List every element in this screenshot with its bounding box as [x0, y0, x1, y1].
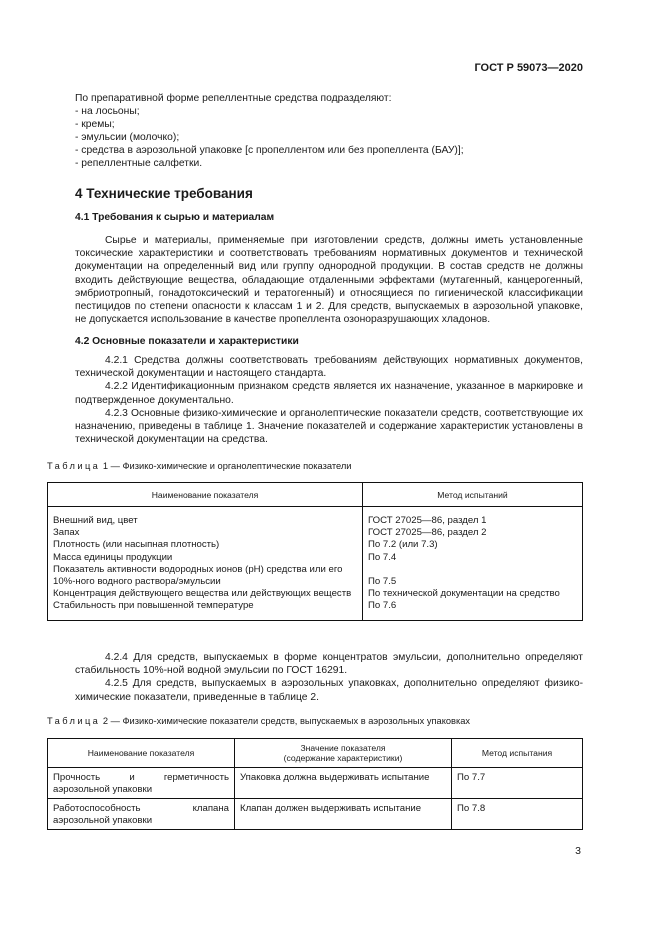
subsection-title-4-2: 4.2 Основные показатели и характеристики: [75, 336, 299, 347]
table-cell-name: Прочность и герметичность аэрозольной упаковки: [48, 768, 235, 799]
table-cell-name: Стабильность при повышенной температуре: [48, 600, 363, 620]
table-cell-method: По 7.4: [363, 552, 583, 564]
table-cell-name: Показатель активности водородных ионов (pH) средства или его 10%-ного водного раствора/эмульсии: [48, 564, 363, 588]
table-cell-name: Работоспособность клапана аэрозольной упаковки: [48, 799, 235, 830]
paragraph-4-1: [75, 234, 583, 326]
table-cell-value: Упаковка должна выдерживать испытание: [235, 768, 452, 799]
intro-lead: По препаративной форме репеллентные средства подразделяют:: [75, 93, 392, 104]
paragraph-4-2-4: 4.2.4 Для средств, выпускаемых в форме концентратов эмульсии, дополнительно определяют стабильность 10%-ной водной эмульсии по ГОСТ 16291.: [75, 652, 583, 677]
table1: [47, 482, 583, 621]
section-title: 4 Технические требования: [75, 186, 253, 201]
table-cell-method: По 7.6: [363, 600, 583, 620]
page-number: 3: [575, 845, 581, 857]
table-row: [48, 507, 583, 528]
table-row: [48, 799, 583, 830]
table-row: [48, 564, 583, 588]
table-row: [48, 527, 583, 539]
table-cell-method: По 7.8: [452, 799, 583, 830]
table-cell-method: По 7.5: [363, 564, 583, 588]
subsection-title-4-1: 4.1 Требования к сырью и материалам: [75, 212, 275, 223]
list-item: - кремы;: [75, 118, 585, 131]
paragraph-4-2-5: 4.2.5 Для средств, выпускаемых в аэрозольных упаковках, дополнительно определяют физико-химические показатели, приведенные в таблице 2.: [75, 678, 583, 703]
paragraph-4-2-3: 4.2.3 Основные физико-химические и органолептические показатели средств, соответствующие их назначению, приведены в таблице 1. Значение показателей и содержание характеристик установлены в технической документации на средства.: [75, 407, 583, 446]
paragraph-4-2-2: 4.2.2 Идентификационным признаком средств является их назначение, указанное в маркировке и подтвержденное документально.: [75, 381, 583, 406]
table-cell-method: По 7.2 (или 7.3): [363, 539, 583, 551]
doc-code: ГОСТ Р 59073—2020: [474, 62, 583, 74]
list-item: - на лосьоны;: [75, 105, 585, 118]
paragraph-4-2-1: 4.2.1 Средства должны соответствовать требованиям действующих нормативных документов, технической документации и настоящего стандарта.: [75, 355, 583, 380]
paragraphs-4-2-4-5: [75, 651, 583, 704]
list-item: - эмульсии (молочко);: [75, 131, 585, 144]
table1-header-name: Наименование показателя: [48, 483, 363, 507]
table1-caption-label: Таблица: [47, 461, 101, 471]
table-cell-value: Клапан должен выдерживать испытание: [235, 799, 452, 830]
table2-caption-label: Таблица: [47, 716, 101, 726]
table-cell-method: По 7.7: [452, 768, 583, 799]
paragraphs-4-2: [75, 354, 583, 446]
table2-header-value-line2: (содержание характеристики): [283, 753, 403, 763]
table-cell-method: ГОСТ 27025—86, раздел 2: [363, 527, 583, 539]
table-cell-name: Концентрация действующего вещества или действующих веществ: [48, 588, 363, 600]
table-cell-name: Внешний вид, цвет: [48, 507, 363, 528]
table-cell-name: Масса единицы продукции: [48, 552, 363, 564]
list-item: - репеллентные салфетки.: [75, 157, 585, 170]
table1-caption: [47, 461, 352, 471]
intro-block: [75, 92, 585, 170]
table-cell-method: ГОСТ 27025—86, раздел 1: [363, 507, 583, 528]
table-row: [48, 539, 583, 551]
paragraph-text: Сырье и материалы, применяемые при изготовлении средств, должны иметь установленные токсические характеристики и соответствовать требованиям нормативных документов и технической документации на определенный вид или группу однородной продукции. В состав средств не должны входить действующие вещества, обладающие отдаленными эффектами (мутагенный, канцерогенный, эмбриотропный, гонадотоксический и тератогенный) и относящиеся по гигиенической классификации пестицидов по степени опасности к классам 1 и 2. Для средств, выпускаемых в аэрозольной упаковке, не допускается использование в качестве пропеллента озоноразрушающих хладонов.: [75, 235, 583, 326]
table1-header-method: Метод испытаний: [363, 483, 583, 507]
table2-header-name: Наименование показателя: [48, 739, 235, 768]
table-row: [48, 600, 583, 620]
table-cell-method: По технической документации на средство: [363, 588, 583, 600]
table2-caption-text: 2 — Физико-химические показатели средств, выпускаемых в аэрозольных упаковках: [102, 716, 471, 726]
table-cell-name: Плотность (или насыпная плотность): [48, 539, 363, 551]
table2-caption: [47, 716, 470, 726]
list-item: - средства в аэрозольной упаковке [с пропеллентом или без пропеллента (БАУ)];: [75, 144, 585, 157]
table2-header-value: [235, 739, 452, 768]
table2: [47, 738, 583, 830]
table-row: [48, 552, 583, 564]
table2-header-value-line1: Значение показателя: [300, 743, 386, 753]
table-row: [48, 588, 583, 600]
table1-caption-text: 1 — Физико-химические и органолептические показатели: [102, 461, 352, 471]
form-list: [75, 105, 585, 170]
table-row: [48, 768, 583, 799]
table-cell-name: Запах: [48, 527, 363, 539]
table2-header-method: Метод испытания: [452, 739, 583, 768]
